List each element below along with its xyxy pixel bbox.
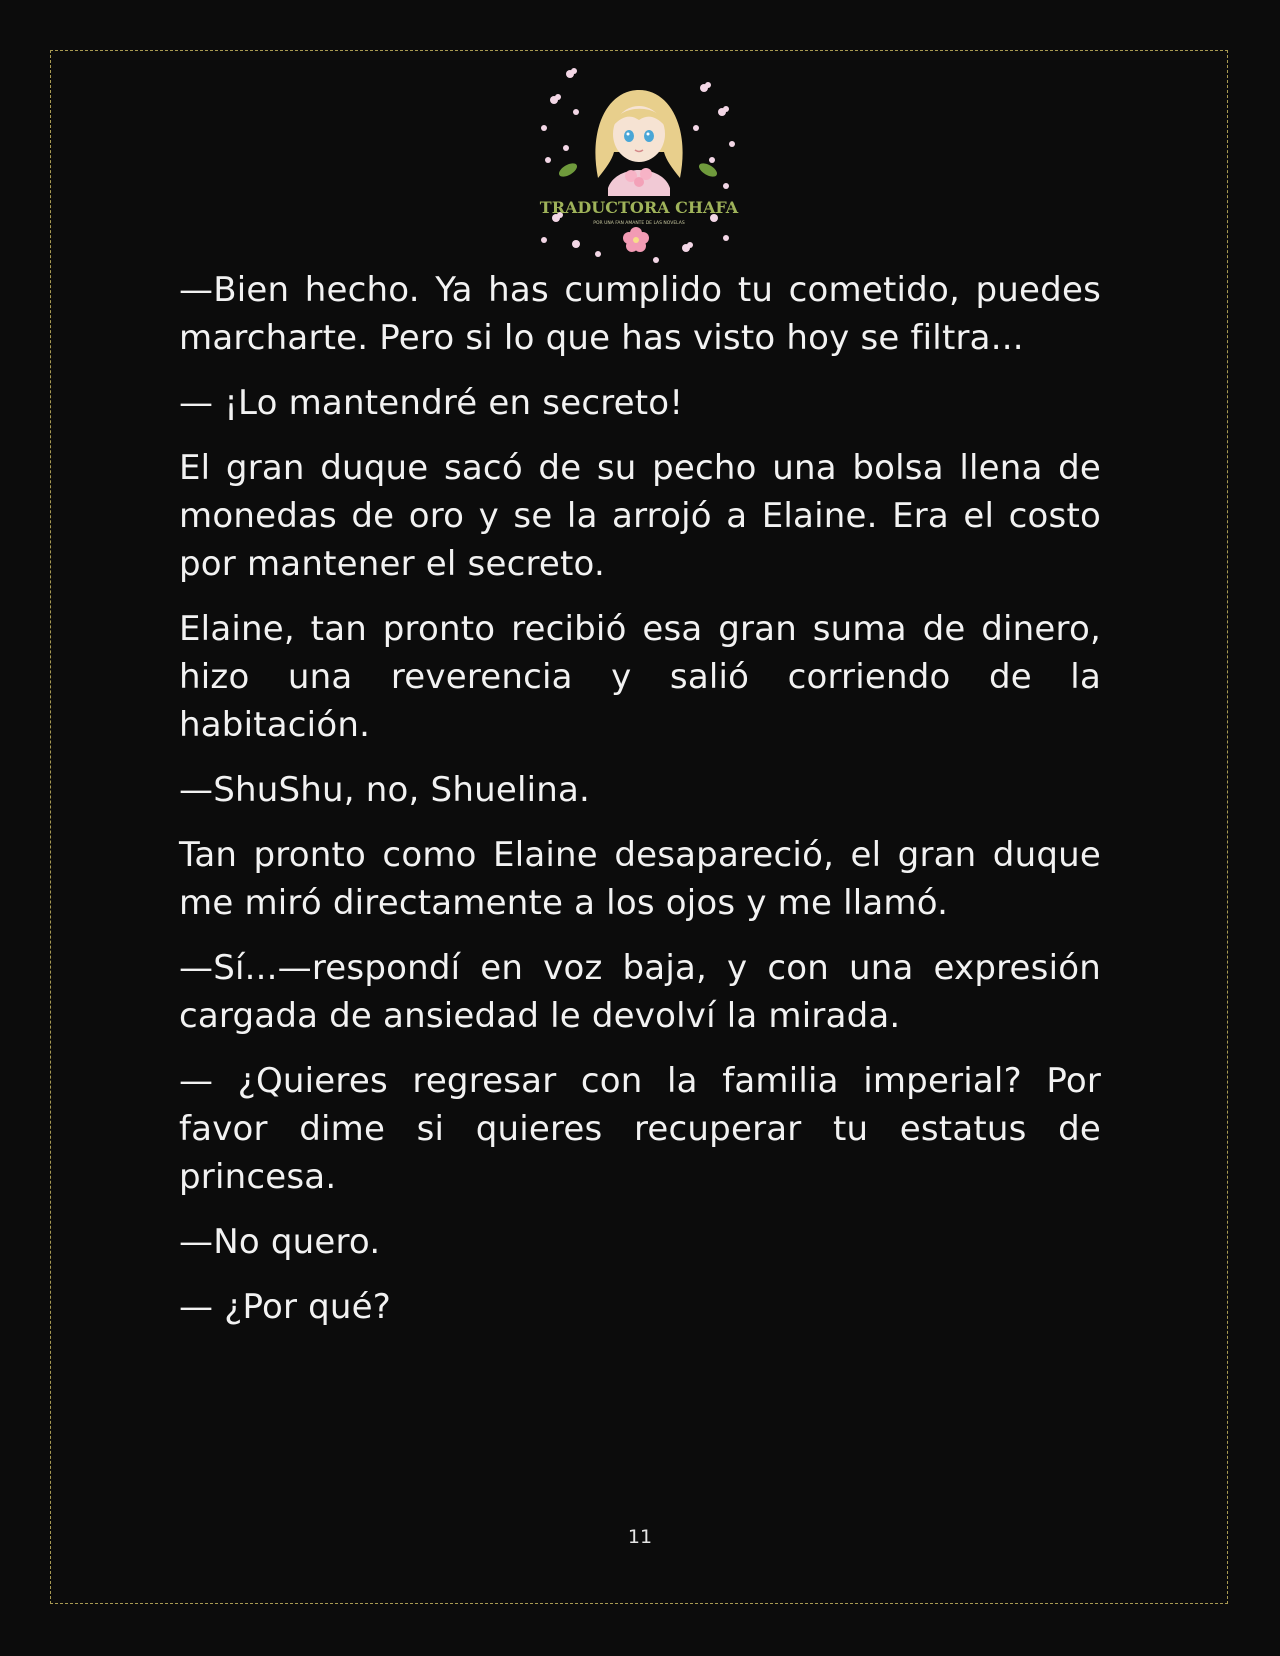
svg-text:TRADUCTORA CHAFA: TRADUCTORA CHAFA [539, 198, 739, 217]
paragraph: Elaine, tan pronto recibió esa gran suma de dinero, hizo una reverencia y salió corriendo de la habitación. [179, 609, 1101, 745]
paragraph: —No quero. [179, 1222, 381, 1262]
paragraph: — ¿Quieres regresar con la familia imperial? Por favor dime si quieres recuperar tu estatus de princesa. [179, 1061, 1101, 1197]
paragraph: —Bien hecho. Ya has cumplido tu cometido, puedes marcharte. Pero si lo que has visto hoy se filtra... [179, 270, 1101, 358]
page-number: 11 [627, 1526, 653, 1548]
svg-text:POR UNA FAN AMANTE DE LAS NOVE: POR UNA FAN AMANTE DE LAS NOVELAS [593, 221, 685, 226]
paragraph: El gran duque sacó de su pecho una bolsa llena de monedas de oro y se la arrojó a Elaine. Era el costo por mantener el secreto. [179, 448, 1101, 584]
paragraph: Tan pronto como Elaine desapareció, el gran duque me miró directamente a los ojos y me llamó. [179, 835, 1101, 923]
paragraph: — ¡Lo mantendré en secreto! [179, 383, 684, 423]
anime-girl-with-flowers-icon [536, 68, 742, 268]
text-body [179, 266, 1101, 1348]
paragraph: —Sí...—respondí en voz baja, y con una expresión cargada de ansiedad le devolví la mirada. [179, 948, 1101, 1036]
paragraph: —ShuShu, no, Shuelina. [179, 770, 591, 810]
paragraph: — ¿Por qué? [179, 1287, 392, 1327]
